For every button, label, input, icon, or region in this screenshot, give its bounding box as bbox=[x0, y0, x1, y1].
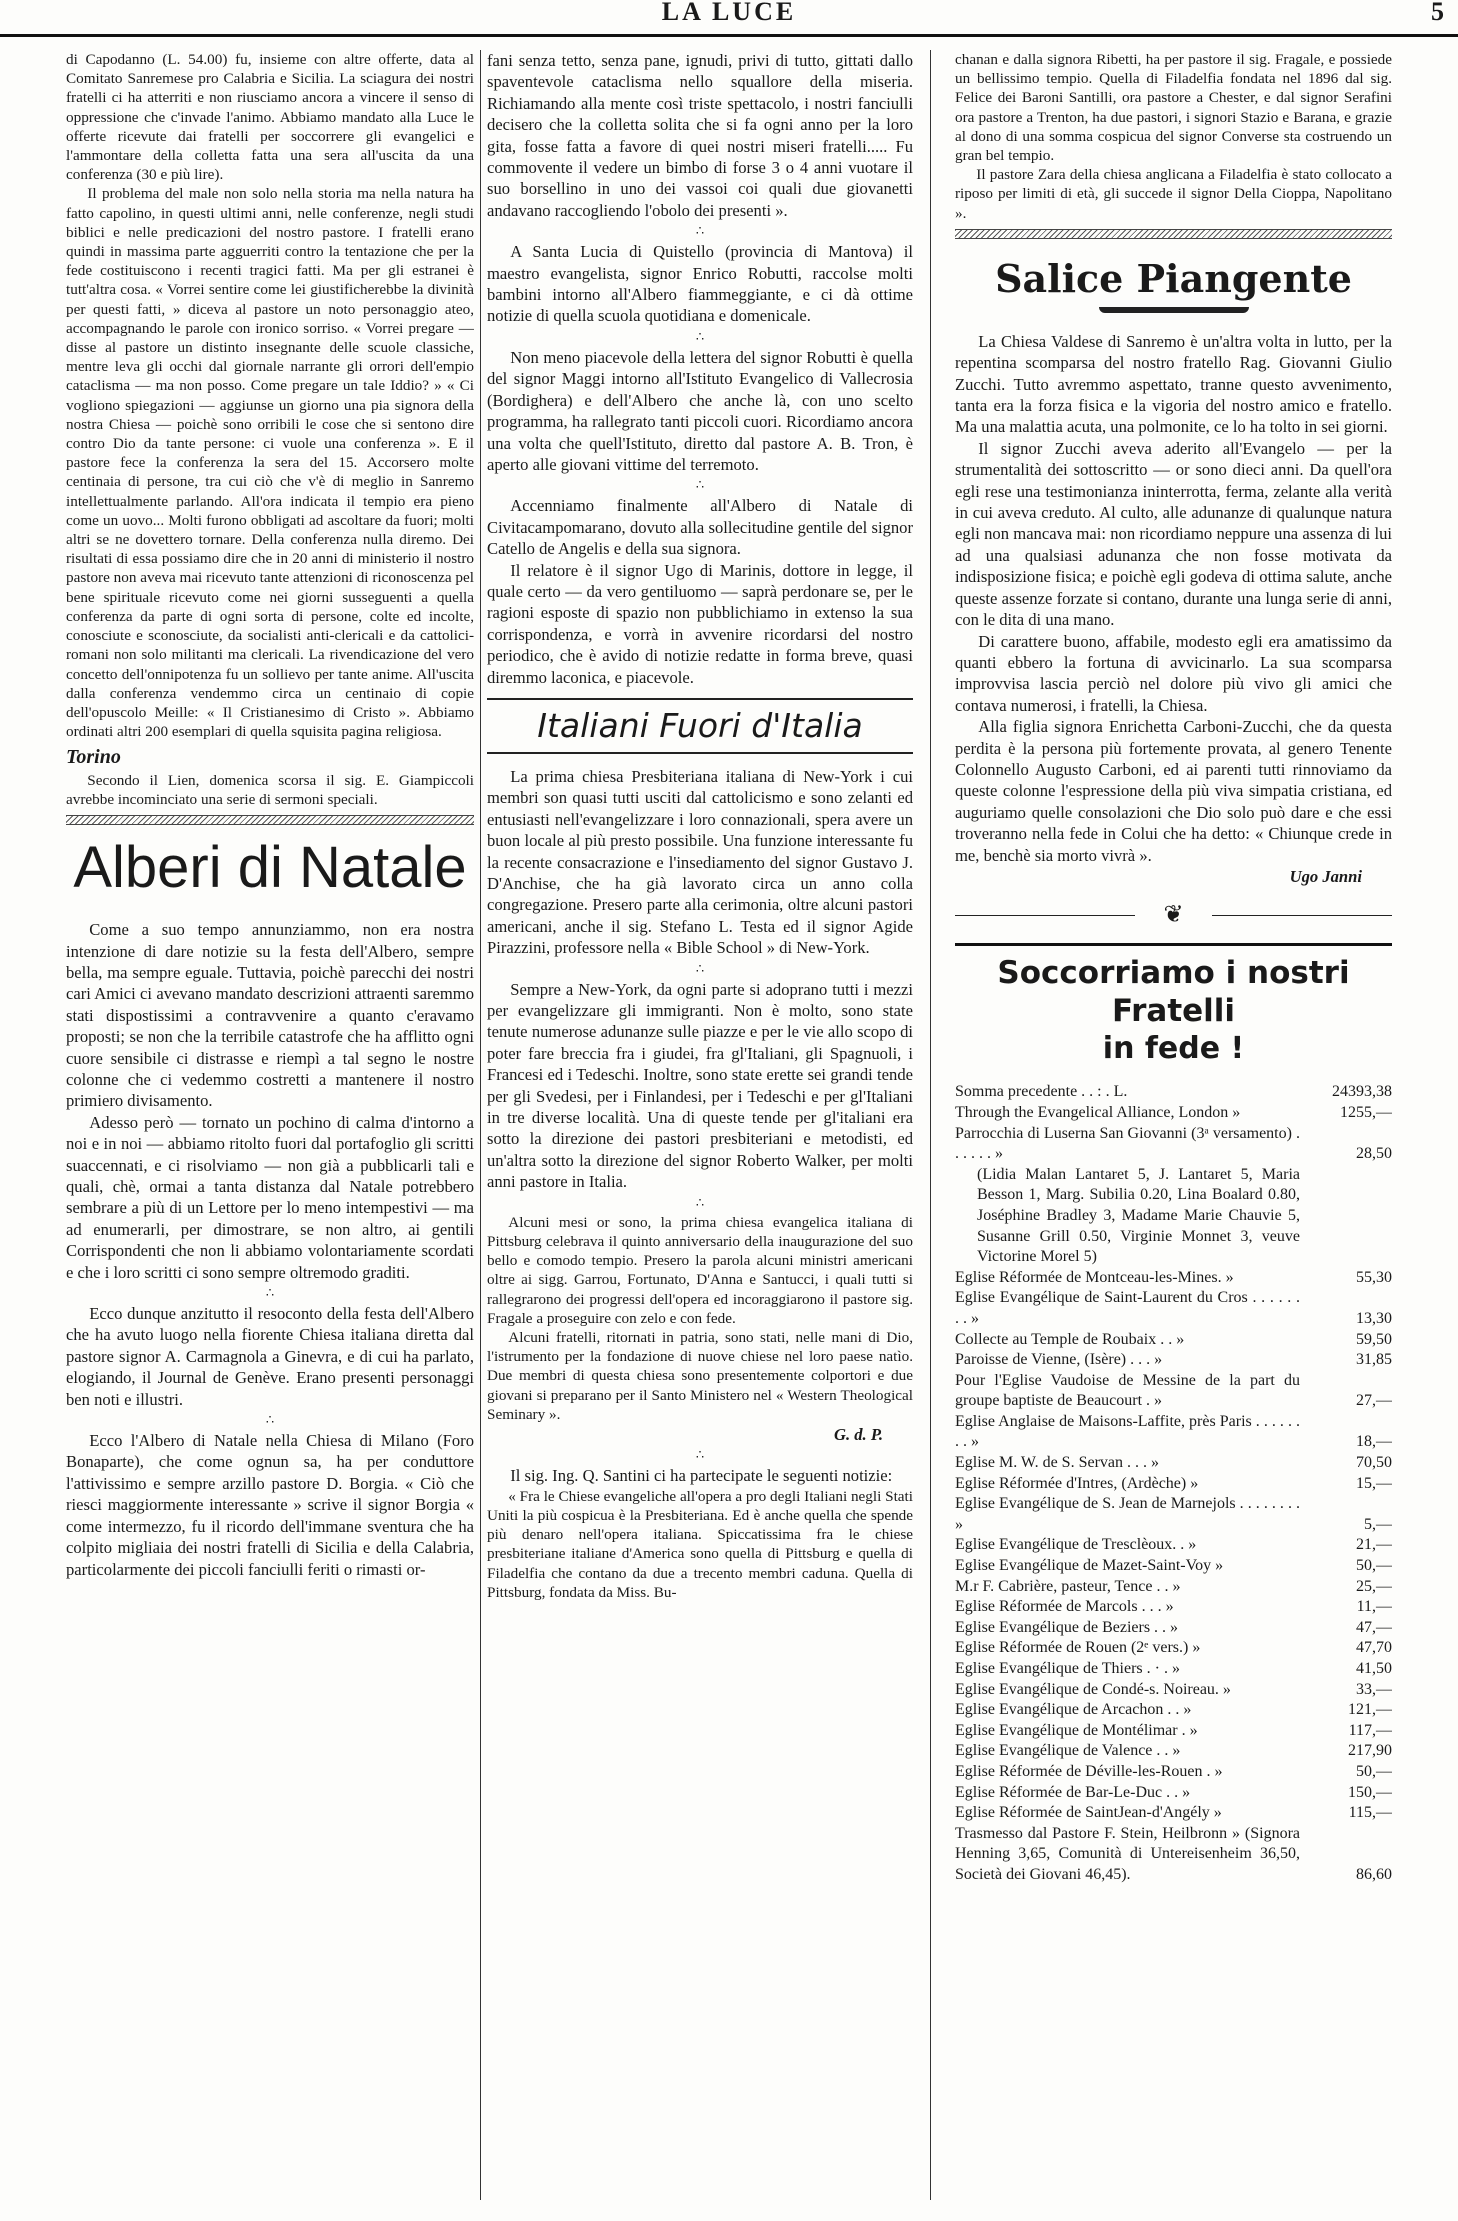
donor-name: Eglise Evangélique de Montélimar . » bbox=[955, 1721, 1198, 1739]
donation-amount: 33,— bbox=[1356, 1680, 1392, 1698]
donation-row bbox=[955, 1474, 1392, 1495]
donation-row bbox=[955, 1165, 1392, 1268]
donation-amount: 55,30 bbox=[1356, 1268, 1392, 1286]
article-title-alberi: Alberi di Natale bbox=[73, 835, 467, 901]
donor-name: Eglise Réformée de Rouen (2ᵉ vers.) » bbox=[955, 1639, 1201, 1657]
paragraph: Il sig. Ing. Q. Santini ci ha partecipate le seguenti notizie: bbox=[510, 1466, 893, 1486]
donation-amount: 70,50 bbox=[1356, 1454, 1392, 1472]
donation-amount: 24393,38 bbox=[1332, 1083, 1392, 1101]
donor-name: Eglise Anglaise de Maisons-Laffite, près Paris . . . . . . . . » bbox=[955, 1412, 1300, 1451]
column-middle bbox=[487, 50, 913, 2200]
article-title-italiani: Italiani Fuori d'Italia bbox=[487, 698, 913, 754]
column-divider bbox=[480, 50, 481, 2200]
donation-row bbox=[955, 1680, 1392, 1701]
donation-row bbox=[955, 1494, 1392, 1535]
paragraph: Come a suo tempo annunziammo, non era nostra intenzione di dare notizie su la festa dell'Albero, sempre bella, ma sempre eguale. Tuttavia, poichè parecchi dei nostri cari Amici ci avevano mandato descrizioni attraenti saremmo stati dispostissimi a contravvenire a quanto c'eravamo proposti; se non che la terribile catastrofe che ha afflitto ogni cuore sensibile ci distrasse e riempì a tal segno le nostre colonne che ci vedemmo costretti a mantenere il nostro primiero divisamento. bbox=[66, 920, 474, 1111]
donation-row bbox=[955, 1700, 1392, 1721]
donor-name: Pour l'Eglise Vaudoise de Messine de la part du groupe baptiste de Beaucourt . » bbox=[955, 1371, 1300, 1410]
donation-amount: 27,— bbox=[1356, 1392, 1392, 1410]
donation-row bbox=[955, 1412, 1392, 1453]
donor-name: Parrocchia di Luserna San Giovanni (3ᵃ versamento) . . . . . . » bbox=[955, 1124, 1300, 1163]
asterism-separator: ∴ bbox=[265, 1412, 275, 1428]
article-title-soccorriamo bbox=[955, 943, 1392, 1068]
paragraph: Di carattere buono, affabile, modesto egli era amatissimo da quanti ebbero la fortuna di avvicinarlo. La sua scomparsa improvvisa lascia perciò nel dolore più vivo gli amici che contava numerosi, i fratelli, la Chiesa. bbox=[955, 631, 1392, 715]
donor-name: Eglise Evangélique de Valence . . » bbox=[955, 1742, 1181, 1760]
donation-amount: 15,— bbox=[1356, 1474, 1392, 1492]
wavy-divider bbox=[955, 229, 1392, 239]
paragraph: Alcuni fratelli, ritornati in patria, sono stati, nelle mani di Dio, l'istrumento per la fondazione di nuove chiese nel loro paese natìo. Due membri di questa chiesa sono presentemente colportori e due giovani si preparano per il Santo Ministero nel « Western Theological Seminary ». bbox=[487, 1328, 913, 1423]
asterism-separator: ∴ bbox=[695, 328, 705, 344]
donation-row bbox=[955, 1618, 1392, 1639]
donor-name: Eglise M. W. de S. Servan . . . » bbox=[955, 1454, 1159, 1472]
donor-name: Eglise Evangélique de Condé-s. Noireau. » bbox=[955, 1680, 1231, 1698]
donor-name: Eglise Evangélique de Saint-Laurent du Cros . . . . . . . . » bbox=[955, 1289, 1300, 1327]
asterism-separator: ∴ bbox=[695, 477, 705, 493]
donation-row bbox=[955, 1638, 1392, 1659]
paragraph: Ecco l'Albero di Natale nella Chiesa di Milano (Foro Bonaparte), che come ognun sa, ha per conduttore l'attivissimo e sempre arzillo pastore D. Borgia. « Ciò che riesci maggiormente interessante » scrive il signor Borgia « come intermezzo, fu il ricordo dell'immane sventura che ha colpito migliaia dei nostri fratelli di Sicilia e della Calabria, particolarmente dei piccoli fanciulli feriti o rimasti or- bbox=[66, 1431, 474, 1579]
donation-row bbox=[955, 1453, 1392, 1474]
donation-amount: 25,— bbox=[1356, 1577, 1392, 1595]
donation-list bbox=[955, 1082, 1392, 1885]
donation-row bbox=[955, 1556, 1392, 1577]
donation-amount: 31,85 bbox=[1356, 1351, 1392, 1369]
donation-amount: 18,— bbox=[1356, 1433, 1392, 1451]
paragraph: Il pastore Zara della chiesa anglicana a Filadelfia è stato collocato a riposo per limiti di età, gli succede il signor Della Cioppa, Napolitano ». bbox=[955, 166, 1392, 222]
paragraph: Adesso però — tornato un pochino di calma d'intorno a noi e in noi — abbiamo ritolto fuori dal portafoglio gli scritti suaccennati, e ci risolviamo — non già a pubblicarli tali e quali, chè, ormai a tanta distanza dal Natale potrebbero sembrare a più di un Lettore per lo meno intempestivi — ma ad enumerarli, per dimostrare, se non altro, ai gentili Corrispondenti che non li abbiamo volontariamente scordati e che i loro scritti ci sono sempre oltremodo graditi. bbox=[66, 1112, 474, 1282]
donation-row bbox=[955, 1597, 1392, 1618]
donor-name: Eglise Réformée de Montceau-les-Mines. » bbox=[955, 1268, 1234, 1286]
donation-row bbox=[955, 1577, 1392, 1598]
donation-amount: 50,— bbox=[1356, 1762, 1392, 1780]
donor-name: Eglise Evangélique de S. Jean de Marnejols . . . . . . . . » bbox=[955, 1495, 1300, 1533]
donation-amount: 86,60 bbox=[1356, 1865, 1392, 1883]
asterism-separator: ∴ bbox=[265, 1285, 275, 1301]
donor-name: M.r F. Cabrière, pasteur, Tence . . » bbox=[955, 1577, 1181, 1595]
paragraph: Il signor Zucchi aveva aderito all'Evangelo — per la strumentalità dei sottoscritto — or sono dieci anni. Da quell'ora egli rese una testimonianza ininterrotta, ferma, zelante alla verità in cui aveva creduto. Al culto, alle adunanze di qualunque natura egli non mancava mai: non ricordiamo neppure una assenza di lui ad una qualsiasi adunanza che non fosse motivata da indisposizione fisica; e poichè egli godeva di ottima salute, anche queste assenze forzate si contano, durante una lunga serie di anni, con le dita di una mano. bbox=[955, 438, 1392, 630]
donation-row bbox=[955, 1082, 1392, 1103]
donor-name: Eglise Evangélique de Mazet-Saint-Voy » bbox=[955, 1557, 1224, 1575]
donor-name: Eglise Evangélique de Tresclèoux. . » bbox=[955, 1536, 1197, 1554]
fleuron-icon: ❦ bbox=[1163, 902, 1184, 929]
donation-row bbox=[955, 1371, 1392, 1412]
donation-amount: 117,— bbox=[1348, 1721, 1392, 1739]
donation-amount: 50,— bbox=[1356, 1557, 1392, 1575]
donor-name: (Lidia Malan Lantaret 5, J. Lantaret 5, Maria Besson 1, Marg. Subilia 0.20, Lina Boalard 0.80, Joséphine Bradley 3, Madame Marie Chauvie 5, Susanne Grill 0.50, Virginie Monnet 3, veuve Victorine Morel 5) bbox=[977, 1165, 1300, 1266]
page-number: 5 bbox=[1431, 0, 1444, 26]
donor-name: Eglise Réformée d'Intres, (Ardèche) » bbox=[955, 1474, 1199, 1492]
donation-amount: 21,— bbox=[1356, 1536, 1392, 1554]
donation-amount: 47,70 bbox=[1356, 1639, 1392, 1657]
running-title: LA LUCE bbox=[661, 0, 797, 26]
paragraph: fani senza tetto, senza pane, ignudi, privi di tutto, gittati dallo spaventevole cataclisma nello squallore della miseria. Richiamando alla mente così triste spettacolo, i nostri fanciulli decisero che la colletta solita che si fa ogni anno per la loro gita, fosse fatta a favore di quei nostri miseri fratelli..... Fu commovente il vedere un bimbo di forse 3 o 4 anni vuotare il suo borsellino in uno dei vassoi coi quali due giovanetti andavano raccogliendo l'obolo dei presenti ». bbox=[487, 51, 913, 220]
donation-row bbox=[955, 1535, 1392, 1556]
paragraph: Secondo il Lien, domenica scorsa il sig. E. Giampiccoli avrebbe incominciato una serie di sermoni speciali. bbox=[66, 771, 474, 808]
paragraph: chanan e dalla signora Ribetti, ha per pastore il sig. Fragale, e possiede un bellissimo tempio. Quella di Filadelfia fondata nel 1896 dal sig. Felice dei Baroni Santilli, ora pastore a Chester, e dal signor Serafini ora pastore a Trenton, ha due pastori, i signori Stazio e Barana, e grazie al dono di una somma cospicua del signor Converse sta costruendo un gran bel tempio. bbox=[955, 51, 1392, 165]
donor-name: Collecte au Temple de Roubaix . . » bbox=[955, 1330, 1185, 1348]
paragraph: La prima chiesa Presbiteriana italiana di New-York i cui membri son quasi tutti usciti dal cattolicismo e sono zelanti ed entusiasti nell'evangelizzare i loro connazionali, spera avere un buon locale al più presto possibile. Una funzione interessante fu la recente consacrazione e l'insediamento del signor Gustavo J. D'Anchise, che ha già lavorato circa un anno colla congregazione. Presero parte alla cerimonia, oltre alcuni pastori americani, anche il sig. Stefano L. Testa ed il signor Agide Pirazzini, professore nella « Bible School » di New-York. bbox=[487, 766, 913, 958]
donor-name: Eglise Evangélique de Thiers . · . » bbox=[955, 1660, 1180, 1678]
paragraph: Il problema del male non solo nella storia ma nella natura ha fatto capolino, in questi ultimi anni, nelle conferenze, negli studi biblici e nelle predicazioni del nostro pastore. I fratelli erano quindi in massima parte agguerriti contro la tentazione che per la fede costituiscono i recenti tragici fatti. Ma per gli estranei è tutt'altra cosa. « Vorrei sentire come lei giustificherebbe la divinità per questi fatti, » diceva al pastore un noto personaggio ateo, accompagnando le parole con ironico sorriso. « Vorrei pregare — disse al pastore un distinto insegnante delle scuole classiche, mentre leva gli occhi dal giornale narrante gli orrori dell'empio cataclisma — ma non posso. Come pregare un tale Iddio? » « Ci vogliono spiegazioni — aggiunse un giorno una pia signora della nostra Chiesa — poichè sono orribili le cose che si sentono dire contro Dio da tante persone: ci vuole una conferenza ». E il pastore fece la conferenza la sera del 15. Accorsero molte centinaia di persone, tra cui ciò che v'è di meglio in Sanremo intellettualmente parlando. All'ora indicata il tempio era pieno come un uovo... Molti furono obbligati ad ascoltare da fuori; molti altri se ne dovettero tornare. Della conferenza nulla diremo. Dei risultati di essa possiamo dire che in 20 anni di ministerio il nostro pastore non aveva mai ricevuto tante attenzioni di riconoscenza pel bene spirituale ricevuto come nei giorni susseguenti a quella conferenza da parte di ogni sorta di persone, colte ed incolte, conosciute e sconosciute, da socialisti anti-clericali e da cattolici-romani non solo militanti ma clericali. La rivendicazione del vero concetto dell'onnipotenza fu un sollievo per tante anime. All'uscita dalla conferenza vendemmo circa un centinaio di copie dell'opuscolo Meille: « Il Cristianesimo di Cristo ». Abbiamo ordinati altri 200 esemplari di quella squisita pagina religiosa. bbox=[66, 185, 474, 741]
donation-amount: 5,— bbox=[1364, 1515, 1392, 1533]
paragraph: A Santa Lucia di Quistello (provincia di Mantova) il maestro evangelista, signor Enrico Robutti, raccolse molti bambini intorno all'Albero fiammeggiante, e ci dà ottime notizie di quella scuola quotidiana e domenicale. bbox=[487, 242, 913, 326]
paragraph: di Capodanno (L. 54.00) fu, insieme con altre offerte, data al Comitato Sanremese pro Calabria e Sicilia. La sciagura dei nostri fratelli ci ha atterriti e non riusciamo ancora a vincere il senso di oppressione che c'invade l'animo. Abbiamo mandato alla Luce le offerte ricevute dai fratelli per soccorrere gli evangelici e l'ammontare della colletta fatta una sera all'uscita da una conferenza (30 e più lire). bbox=[66, 51, 474, 184]
donor-name: Eglise Réformée de Bar-Le-Duc . . » bbox=[955, 1783, 1191, 1801]
wavy-divider bbox=[66, 815, 474, 825]
paragraph: Ecco dunque anzitutto il resoconto della festa dell'Albero che ha avuto luogo nella fiorente Chiesa italiana diretta dal pastore signor A. Carmagnola a Ginevra, e di cui ha parlato, elogiando, il Journal de Genève. Erano presenti personaggi ben noti e illustri. bbox=[66, 1304, 474, 1409]
paragraph: Accenniamo finalmente all'Albero di Natale di Civitacampomarano, dovuto alla sollecitudine gentile del signor Catello de Angelis e della sua signora. bbox=[487, 496, 913, 559]
donation-amount: 217,90 bbox=[1348, 1742, 1392, 1760]
donation-amount: 121,— bbox=[1348, 1701, 1392, 1719]
paragraph: La Chiesa Valdese di Sanremo è un'altra volta in lutto, per la repentina scomparsa del nostro fratello Rag. Giovanni Giulio Zucchi. Tutto avremmo aspettato, tranne questo avvenimento, tanta era la forza fisica e la vigoria del nostro amico e fratello. Ma una malattia acuta, una polmonite, ce lo ha tolto in sei giorni. bbox=[955, 331, 1392, 437]
donation-row bbox=[955, 1741, 1392, 1762]
paragraph: Sempre a New-York, da ogni parte si adoprano tutti i mezzi per evangelizzare gli immigranti. Non è molto, sono state tenute numerose adunanze sulle piazze e per le vie allo scopo di poter fare breccia fra i giudei, fra gl'Italiani, gli Spagnuoli, i Francesi ed i Tedeschi. Inoltre, sono state erette sei grandi tende per gli Svedesi, per i Finlandesi, per i Tedeschi e per gl'Italiani in tre diverse località. Una di queste tende per gl'italiani era sotto la direzione dei pastori presbiteriani e metodisti, ed un'altra sotto la direzione del signor Roberto Walker, per molti anni pastore in Italia. bbox=[487, 979, 913, 1192]
donation-row bbox=[955, 1124, 1392, 1165]
asterism-separator: ∴ bbox=[695, 1194, 705, 1210]
donation-row bbox=[955, 1103, 1392, 1124]
donation-row bbox=[955, 1659, 1392, 1680]
donor-name: Eglise Evangélique de Beziers . . » bbox=[955, 1618, 1179, 1636]
paragraph: Il relatore è il signor Ugo di Marinis, dottore in legge, il quale certo — da vero gentiluomo — saprà perdonare se, per le ragioni esposte di spazio non pubblichiamo in extenso la sua corrispondenza, e vorrà in avvenire ricordarsi del nostro periodico, che è avido di notizie redatte in forma breve, quasi diremmo laconica, e piacevole. bbox=[487, 560, 913, 687]
column-divider bbox=[930, 50, 931, 2200]
donation-amount: 1255,— bbox=[1340, 1103, 1392, 1121]
paragraph: « Fra le Chiese evangeliche all'opera a pro degli Italiani negli Stati Uniti la più cospicua è la Presbiteriana. Ed è anche quella che spende più denaro nell'opera italiana. Spiccatissima fra le chiese presbiteriane italiane d'America sono quella di Pittsburg e quella di Filadelfia che contano da due a trecento membri caduna. Quella di Pittsburg, fondata da Miss. Bu- bbox=[487, 1487, 913, 1601]
donor-name: Eglise Evangélique de Arcachon . . » bbox=[955, 1701, 1192, 1719]
title-main: Soccorriamo i nostri Fratelli bbox=[997, 955, 1350, 1030]
donor-name: Through the Evangelical Alliance, London » bbox=[955, 1103, 1241, 1121]
ornamental-divider bbox=[955, 901, 1392, 929]
asterism-separator: ∴ bbox=[695, 223, 705, 239]
donor-name: Eglise Réformée de Déville-les-Rouen . » bbox=[955, 1762, 1223, 1780]
donation-amount: 47,— bbox=[1356, 1618, 1392, 1636]
donation-amount: 150,— bbox=[1348, 1783, 1392, 1801]
asterism-separator: ∴ bbox=[695, 960, 705, 976]
donation-row bbox=[955, 1721, 1392, 1742]
column-right bbox=[955, 50, 1392, 2200]
title-sub: in fede ! bbox=[1102, 1031, 1245, 1067]
donor-name: Eglise Réformée de SaintJean-d'Angély » bbox=[955, 1804, 1222, 1822]
donor-name: Trasmesso dal Pastore F. Stein, Heilbronn » (Signora Henning 3,65, Comunità di Untereisenheim 36,50, Società dei Giovani 46,45). bbox=[955, 1824, 1300, 1883]
column-left bbox=[66, 50, 474, 2200]
article-title-salice: Salice Piangente bbox=[995, 255, 1352, 301]
donation-row bbox=[955, 1803, 1392, 1824]
donation-amount: 59,50 bbox=[1356, 1330, 1392, 1348]
divider-line bbox=[1212, 915, 1392, 916]
page-header bbox=[0, 0, 1458, 37]
donation-row bbox=[955, 1288, 1392, 1329]
signature: Ugo Janni bbox=[1289, 866, 1362, 886]
donation-row bbox=[955, 1330, 1392, 1351]
donation-amount: 13,30 bbox=[1356, 1309, 1392, 1327]
donation-amount: 28,50 bbox=[1356, 1145, 1392, 1163]
donation-amount: 41,50 bbox=[1356, 1660, 1392, 1678]
donor-name: Paroisse de Vienne, (Isère) . . . » bbox=[955, 1351, 1163, 1369]
asterism-separator: ∴ bbox=[695, 1447, 705, 1463]
divider-line bbox=[955, 915, 1135, 916]
donor-name: Somma precedente . . : . L. bbox=[955, 1083, 1128, 1101]
donation-amount: 11,— bbox=[1356, 1598, 1392, 1616]
donation-row bbox=[955, 1268, 1392, 1289]
signature: G. d. P. bbox=[833, 1424, 883, 1444]
donation-row bbox=[955, 1350, 1392, 1371]
donation-row bbox=[955, 1824, 1392, 1886]
donor-name: Eglise Réformée de Marcols . . . » bbox=[955, 1598, 1174, 1616]
donation-row bbox=[955, 1762, 1392, 1783]
paragraph: Alla figlia signora Enrichetta Carboni-Zucchi, che da questa perdita è la persona più fortemente provata, al genero Tenente Colonnello Augusto Carboni, ed ai parenti tutti rinnoviamo da queste colonne l'espressione della più viva simpatia cristiana, ed auguriamo quelle consolazioni che Dio solo può dare e che essi troveranno nella fede in Colui che ha detto: « Chiunque crede in me, benchè sia morto vivrà ». bbox=[955, 717, 1392, 865]
donation-row bbox=[955, 1783, 1392, 1804]
title-flourish bbox=[1099, 307, 1249, 313]
paragraph: Alcuni mesi or sono, la prima chiesa evangelica italiana di Pittsburg celebrava il quinto anniversario della inaugurazione del suo bello e comodo tempio. Presero la parola alcuni ministri americani oltre ai sigg. Garrou, Fortunato, D'Anna e Santucci, i quali tutti si rallegrarono dei progressi dell'opera ed incoraggiarono il pastore sig. Fragale a proseguire con zelo e con fede. bbox=[487, 1213, 913, 1327]
section-heading-torino: Torino bbox=[66, 746, 121, 769]
paragraph: Non meno piacevole della lettera del signor Robutti è quella del signor Maggi intorno all'Istituto Evangelico di Vallecrosia (Bordighera) e dell'Albero che anche là, con uno scelto programma, ha rallegrato tanti piccoli cuori. Ricordiamo ancora una volta che quell'Istituto, diretto dal pastore A. B. Tron, è aperto alle giovani vittime del terremoto. bbox=[487, 347, 913, 474]
donation-amount: 115,— bbox=[1348, 1804, 1392, 1822]
